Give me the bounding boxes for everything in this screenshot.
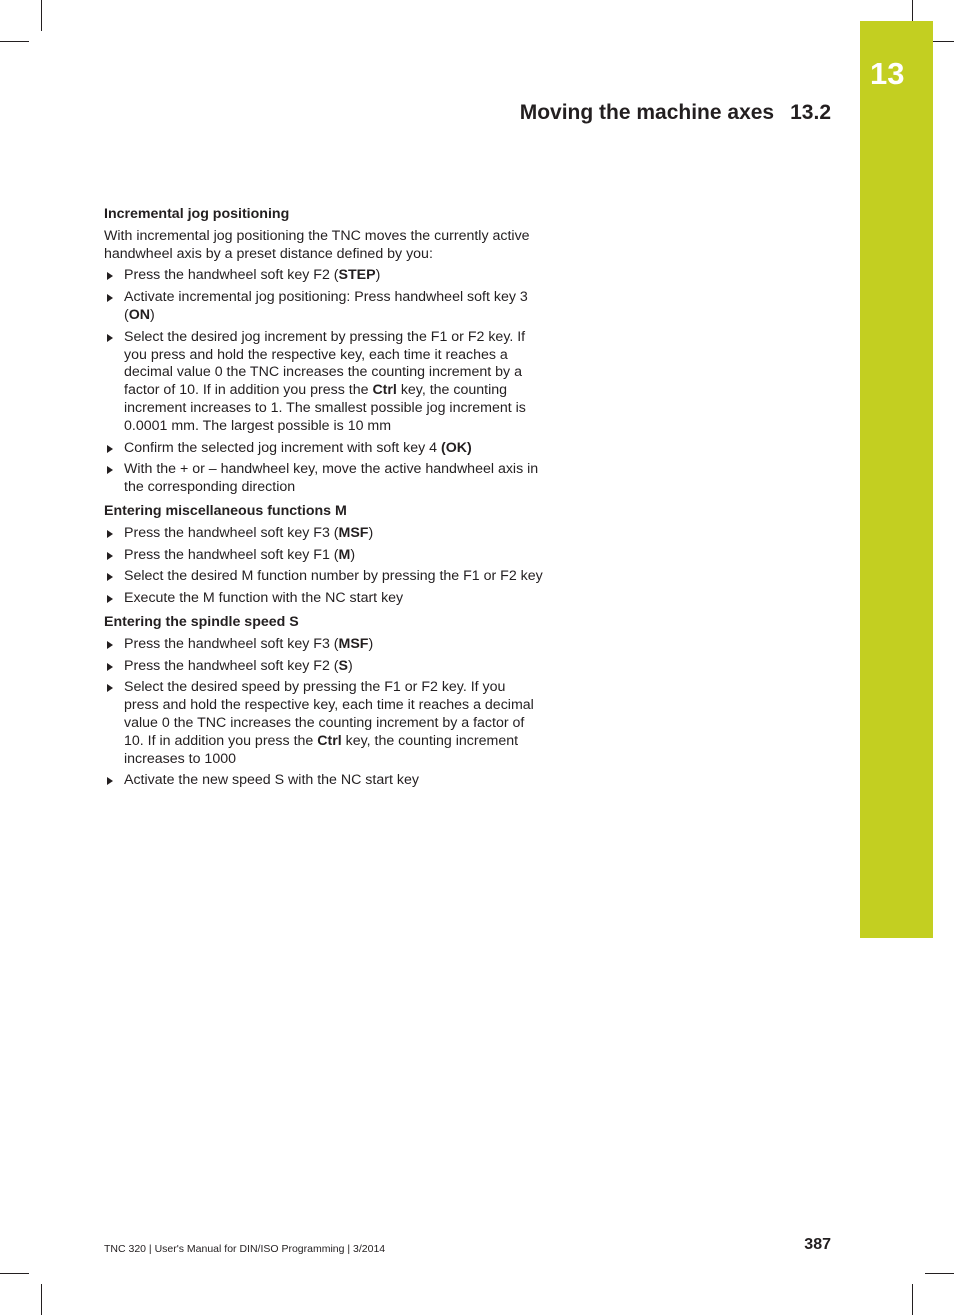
chapter-tab (860, 21, 933, 938)
step-item: Select the desired speed by pressing the F1 or F2 key. If you press and hold the respective key, each time it reaches a decimal value 0 the TNC increases the counting increment by a factor of 10. If in addition you press the Ctrl key, the counting increment increases to 1000 (104, 679, 544, 768)
arrow-bullet-icon (107, 663, 113, 671)
step-item: Select the desired M function number by pressing the F1 or F2 key (104, 568, 544, 586)
crop-mark (912, 1284, 913, 1315)
step-item: Activate incremental jog positioning: Press handwheel soft key 3 (ON) (104, 289, 544, 325)
step-list (104, 525, 544, 608)
page-number: 387 (804, 1236, 831, 1253)
footer-text: TNC 320 | User's Manual for DIN/ISO Programming | 3/2014 (104, 1243, 386, 1255)
chapter-number: 13 (870, 56, 905, 91)
soft-key-label: MSF (338, 524, 369, 541)
soft-key-label: Ctrl (372, 382, 397, 399)
arrow-bullet-icon (107, 552, 113, 560)
arrow-bullet-icon (107, 641, 113, 649)
arrow-bullet-icon (107, 445, 113, 453)
step-item: Select the desired jog increment by pressing the F1 or F2 key. If you press and hold the respective key, each time it reaches a decimal value 0 the TNC increases the counting increment by a factor of 10. If in addition you press the Ctrl key, the counting increment increases to 1. The smallest possible jog increment is 0.0001 mm. The largest possible is 10 mm (104, 329, 544, 436)
step-item: Execute the M function with the NC start key (104, 590, 544, 608)
soft-key-label: (OK) (441, 439, 472, 456)
crop-mark (912, 0, 913, 21)
section-heading: Incremental jog positioning (104, 206, 290, 222)
crop-mark (925, 1273, 954, 1274)
soft-key-label: Ctrl (317, 732, 342, 749)
step-item: Press the handwheel soft key F1 (M) (104, 547, 544, 565)
section-header (520, 101, 831, 125)
section-spindle-speed (104, 614, 544, 790)
crop-mark (0, 41, 29, 42)
step-item: Press the handwheel soft key F2 (S) (104, 658, 544, 676)
soft-key-label: M (338, 546, 351, 563)
section-incremental-jog (104, 206, 544, 497)
section-heading: Entering the spindle speed S (104, 613, 299, 630)
arrow-bullet-icon (107, 294, 113, 302)
arrow-bullet-icon (107, 684, 113, 692)
arrow-bullet-icon (107, 272, 113, 280)
step-item: With the + or – handwheel key, move the active handwheel axis in the corresponding direction (104, 461, 544, 497)
section-title: Moving the machine axes (519, 101, 775, 124)
step-item: Press the handwheel soft key F2 (STEP) (104, 267, 544, 285)
soft-key-label: STEP (338, 267, 376, 284)
arrow-bullet-icon (107, 530, 113, 538)
section-intro: With incremental jog positioning the TNC moves the currently active handwheel axis by a preset distance defined by you: (104, 227, 530, 262)
section-miscellaneous-functions (104, 503, 544, 608)
step-list (104, 636, 544, 790)
step-item: Press the handwheel soft key F3 (MSF) (104, 525, 544, 543)
arrow-bullet-icon (107, 466, 113, 474)
arrow-bullet-icon (107, 334, 113, 342)
step-list (104, 267, 544, 497)
section-heading: Entering miscellaneous functions M (104, 502, 347, 519)
step-item: Confirm the selected jog increment with soft key 4 (OK) (104, 440, 544, 458)
soft-key-label: ON (128, 306, 151, 323)
arrow-bullet-icon (107, 777, 113, 785)
crop-mark (0, 1273, 29, 1274)
section-number: 13.2 (790, 101, 831, 124)
crop-mark (41, 0, 42, 31)
crop-mark (41, 1284, 42, 1315)
main-content (104, 206, 544, 796)
soft-key-label: MSF (338, 635, 369, 652)
step-item: Press the handwheel soft key F3 (MSF) (104, 636, 544, 654)
soft-key-label: S (338, 657, 348, 674)
step-item: Activate the new speed S with the NC start key (104, 772, 544, 790)
arrow-bullet-icon (107, 573, 113, 581)
arrow-bullet-icon (107, 595, 113, 603)
